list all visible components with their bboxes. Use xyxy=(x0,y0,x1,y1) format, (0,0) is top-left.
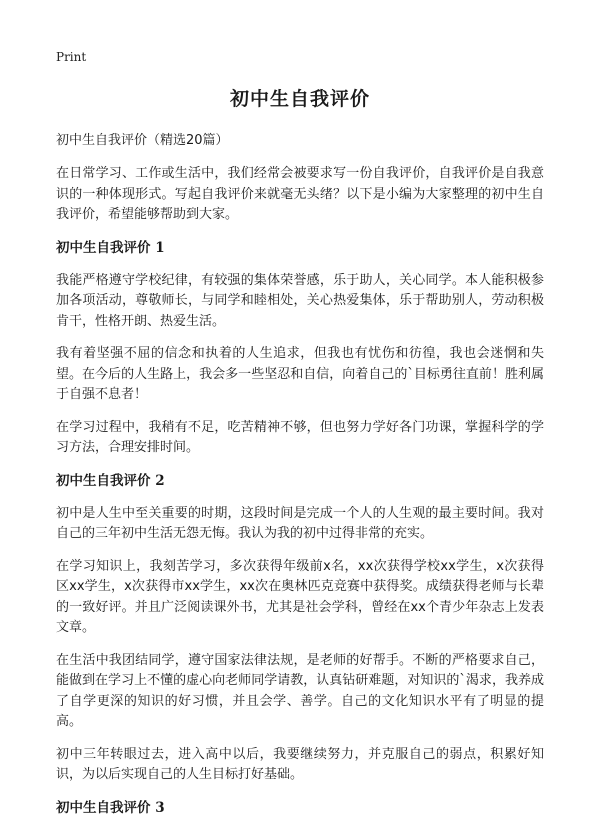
page-title: 初中生自我评价 xyxy=(229,88,370,110)
section-2-paragraph-1: 初中是人生中至关重要的时期，这段时间是完成一个人的人生观的最主要时间。我对自己的三年初中生活无怨无悔。我认为我的初中过得非常的充实。 xyxy=(56,505,544,541)
section-2-paragraph-3: 在生活中我团结同学，遵守国家法律法规，是老师的好帮手。不断的严格要求自己，能做到在学习上不懂的虚心向老师同学请教，认真钻研难题，对知识的`渴求，我养成了自学更深的知识的好习惯，并且会学、善学。自己的文化知识水平有了明显的提高。 xyxy=(56,652,544,729)
section-heading-1: 初中生自我评价 1 xyxy=(56,239,165,256)
section-1-paragraph-3: 在学习过程中，我稍有不足，吃苦精神不够，但也努力学好各门功课，掌握科学的学习方法，合理安排时间。 xyxy=(56,419,544,455)
document-subtitle: 初中生自我评价（精选20篇） xyxy=(56,133,229,148)
section-1-paragraph-2: 我有着坚强不屈的信念和执着的人生追求，但我也有忧伤和彷徨，我也会迷惘和失望。在今后的人生路上，我会多一些坚忍和自信，向着自己的`目标勇往直前！胜利属于自强不息者！ xyxy=(56,346,544,402)
section-2-paragraph-2: 在学习知识上，我刻苦学习，多次获得年级前x名，xx次获得学校xx学生，x次获得区xx学生，x次获得市xx学生，xx次在奥林匹克竞赛中获得奖。成绩获得老师与长辈的一致好评。并且广泛阅读课外书，尤其是社会学科，曾经在xx个青少年杂志上发表文章。 xyxy=(56,558,544,635)
section-heading-2: 初中生自我评价 2 xyxy=(56,472,165,489)
section-1-paragraph-1: 我能严格遵守学校纪律，有较强的集体荣誉感，乐于助人，关心同学。本人能积极参加各项活动，尊敬师长，与同学和睦相处，关心热爱集体，乐于帮助别人，劳动积极肯干，性格开朗、热爱生活。 xyxy=(56,272,544,329)
section-2-paragraph-4: 初中三年转眼过去，进入高中以后，我要继续努力，并克服自己的弱点，积累好知识，为以后实现自己的人生目标打好基础。 xyxy=(56,746,544,782)
intro-paragraph: 在日常学习、工作或生活中，我们经常会被要求写一份自我评价，自我评价是自我意识的一种体现形式。写起自我评价来就毫无头绪？以下是小编为大家整理的初中生自我评价，希望能够帮助到大家。 xyxy=(56,166,544,222)
section-heading-3: 初中生自我评价 3 xyxy=(56,799,165,816)
print-link[interactable]: Print xyxy=(56,50,87,64)
